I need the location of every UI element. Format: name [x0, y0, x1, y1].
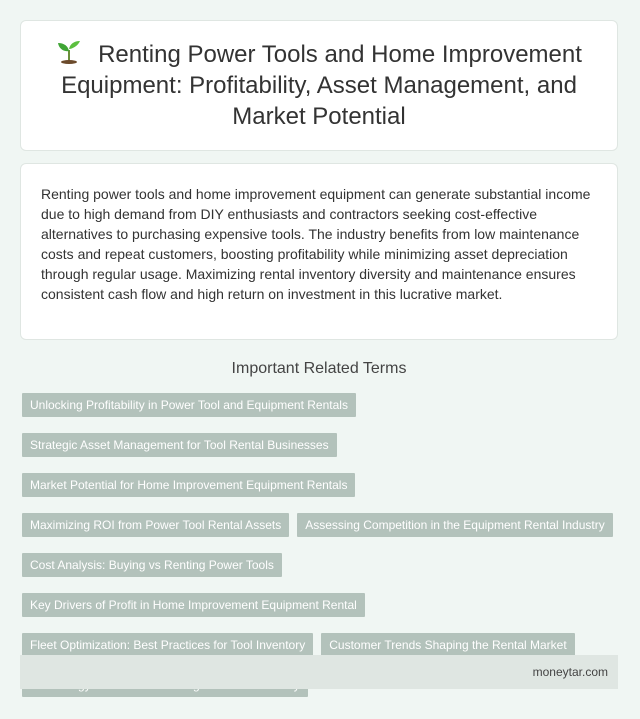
related-term-tag[interactable]: Unlocking Profitability in Power Tool and Equipment Rentals [22, 393, 356, 417]
related-term-tag[interactable]: Market Potential for Home Improvement Equipment Rentals [22, 473, 355, 497]
related-term-tag[interactable]: Assessing Competition in the Equipment Rental Industry [297, 513, 613, 537]
related-term-tag[interactable]: Strategic Asset Management for Tool Rental Businesses [22, 433, 337, 457]
related-term-tag[interactable]: Maximizing ROI from Power Tool Rental Assets [22, 513, 289, 537]
related-terms-list [22, 393, 618, 697]
related-terms-heading: Important Related Terms [231, 360, 407, 377]
footer [20, 655, 618, 689]
related-term-tag[interactable]: Key Drivers of Profit in Home Improvement Equipment Rental [22, 593, 365, 617]
related-term-tag[interactable]: Fleet Optimization: Best Practices for Tool Inventory [22, 633, 313, 657]
summary-text: Renting power tools and home improvement equipment can generate substantial income due to high demand from DIY enthusiasts and contractors seeking cost-effective alternatives to purchasing expensive tools. The industry benefits from low maintenance costs and repeat customers, boosting profitability while minimizing asset depreciation through regular usage. Maximizing rental inventory diversity and maintenance ensures consistent cash flow and high return on investment in this lucrative market. [41, 186, 591, 302]
related-term-tag[interactable]: Cost Analysis: Buying vs Renting Power Tools [22, 553, 282, 577]
title-card [20, 20, 618, 151]
related-term-tag[interactable]: Customer Trends Shaping the Rental Market [321, 633, 574, 657]
sprout-icon [56, 40, 82, 64]
page-title-text: Renting Power Tools and Home Improvement Equipment: Profitability, Asset Management, and Market Potential [61, 41, 582, 130]
page-title [51, 39, 587, 132]
summary-card [20, 163, 618, 340]
footer-site-link[interactable]: moneytar.com [532, 665, 608, 679]
